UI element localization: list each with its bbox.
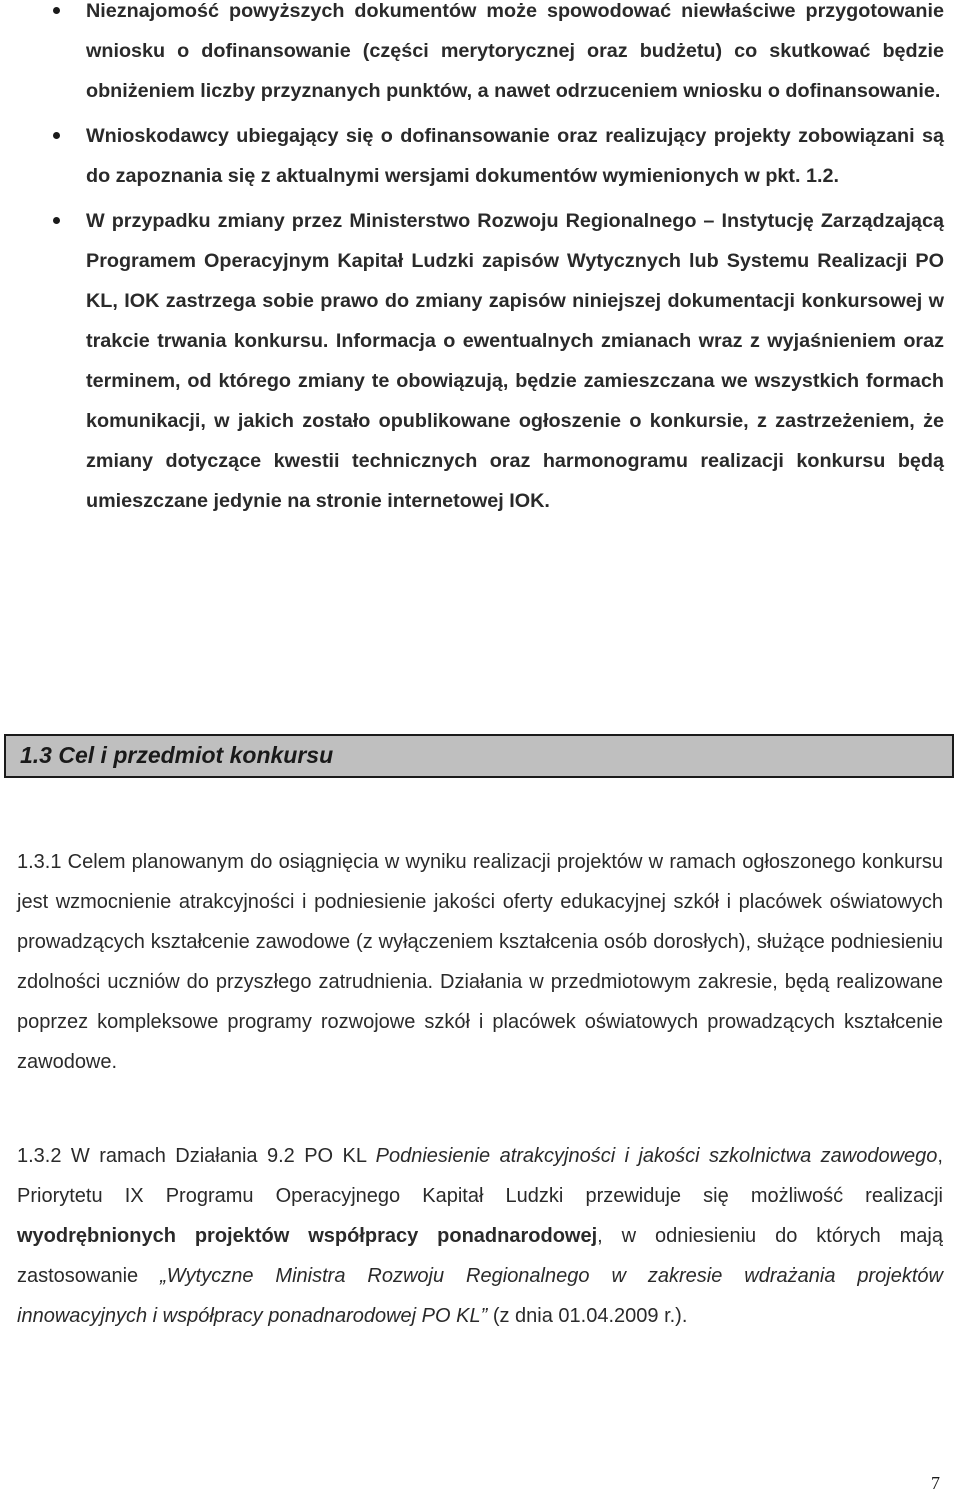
paragraph-1-3-1: 1.3.1 Celem planowanym do osiągnięcia w wyniku realizacji projektów w ramach ogłoszonego konkursu jest wzmocnienie atrakcyjności i podniesienie jakości oferty edukacyjnej szkół i placówek oświatowych prowadzących kształcenie zawodowe (z wyłączeniem kształcenia osób dorosłych), służące podniesieniu zdolności uczniów do przyszłego zatrudnienia. Działania w przedmiotowym zakresie, będą realizowane poprzez kompleksowe programy rozwojowe szkół i placówek oświatowych prowadzących kształcenie zawodowe. <box>17 851 943 1073</box>
p2-text-3: , w odniesieniu do których mają zastosowanie <box>17 1225 943 1287</box>
bullet-text: Wnioskodawcy ubiegający się o dofinansowanie oraz realizujący projekty zobowiązani są do zapoznania się z aktualnymi wersjami dokumentów wymienionych w pkt. 1.2. <box>86 125 944 187</box>
p2-bold-1: wyodrębnionych projektów współpracy ponadnarodowej <box>17 1225 598 1247</box>
bullet-item <box>48 0 944 111</box>
section-heading-box <box>4 734 954 778</box>
p2-italic-1: Podniesienie atrakcyjności i jakości szkolnictwa zawodowego <box>375 1145 938 1167</box>
bullet-icon <box>53 7 60 14</box>
bullet-text: Nieznajomość powyższych dokumentów może spowodować niewłaściwe przygotowanie wniosku o dofinansowanie (części merytorycznej oraz budżetu) co skutkować będzie obniżeniem liczby przyznanych punktów, a nawet odrzuceniem wniosku o dofinansowanie. <box>86 0 944 102</box>
p2-text-1: 1.3.2 W ramach Działania 9.2 PO KL <box>17 1145 376 1167</box>
section-heading: 1.3 Cel i przedmiot konkursu <box>20 742 334 768</box>
paragraph-1-3-2 <box>17 1136 943 1336</box>
p2-italic-2: „Wytyczne Ministra Rozwoju Regionalnego w zakresie wdrażania projektów innowacyjnych i współpracy ponadnarodowej PO KL” <box>17 1265 943 1327</box>
bullet-list <box>48 0 944 526</box>
bullet-text: W przypadku zmiany przez Ministerstwo Rozwoju Regionalnego – Instytucję Zarządzającą Programem Operacyjnym Kapitał Ludzki zapisów Wytycznych lub Systemu Realizacji PO KL, IOK zastrzega sobie prawo do zmiany zapisów niniejszej dokumentacji konkursowej w trakcie trwania konkursu. Informacja o ewentualnych zmianach wraz z wyjaśnieniem oraz terminem, od którego zmiany te obowiązują, będzie zamieszczana we wszystkich formach komunikacji, w jakich zostało opublikowane ogłoszenie o konkursie, z zastrzeżeniem, że zmiany dotyczące kwestii technicznych oraz harmonogramu realizacji konkursu będą umieszczane jedynie na stronie internetowej IOK. <box>86 210 944 512</box>
p2-text-4: (z dnia 01.04.2009 r.). <box>487 1305 688 1327</box>
p2-text-2: , Priorytetu IX Programu Operacyjnego Kapitał Ludzki przewiduje się możliwość realizacji <box>17 1145 943 1207</box>
page-number: 7 <box>931 1473 940 1493</box>
bullet-item <box>48 116 944 196</box>
bullet-icon <box>53 217 60 224</box>
bullet-item <box>48 201 944 521</box>
bullet-icon <box>53 132 60 139</box>
